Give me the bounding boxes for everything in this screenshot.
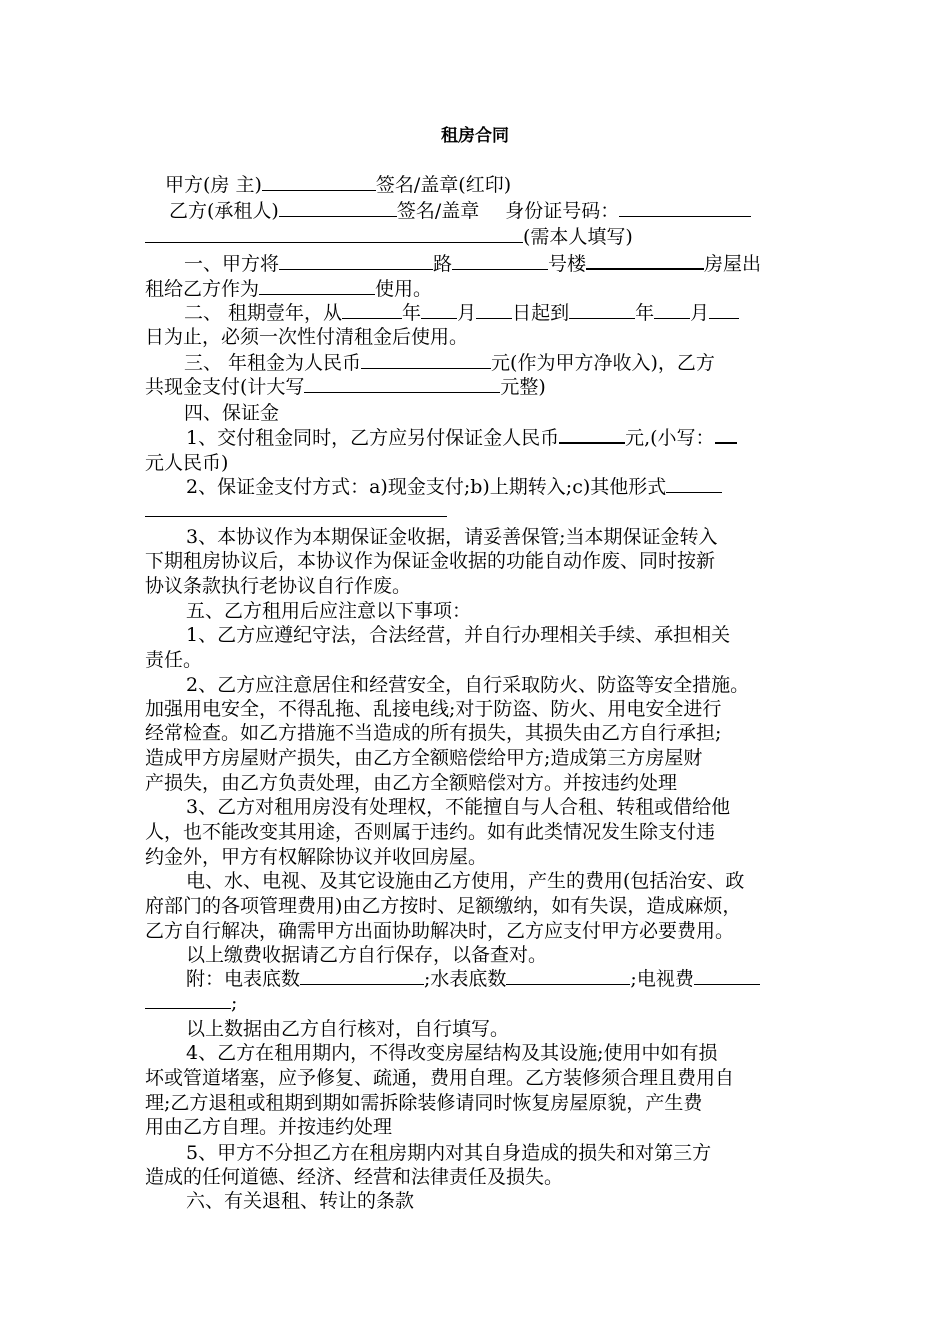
paragraph-line: [145, 720, 721, 746]
blank-field[interactable]: [361, 350, 491, 369]
text: 2、乙方应注意居住和经营安全，自行采取防火、防盗等安全措施。: [186, 674, 750, 696]
blank-field[interactable]: [666, 474, 722, 493]
text: 1、交付租金同时，乙方应另付保证金人民币: [186, 427, 560, 450]
text: 使用。: [375, 278, 433, 301]
party-a-label: 甲方(房 主): [165, 174, 262, 197]
text: 1、乙方应遵纪守法，合法经营，并自行办理相关手续、承担相关: [186, 624, 731, 646]
paragraph-line: [145, 276, 432, 302]
paragraph-line: [145, 548, 715, 574]
paragraph-line: [145, 324, 468, 350]
blank-field[interactable]: [694, 966, 760, 985]
paragraph-line: [186, 868, 744, 894]
text: 5、甲方不分担乙方在租房期内对其自身造成的损失和对第三方: [186, 1142, 712, 1164]
paragraph-line: [145, 224, 633, 250]
text: 共现金支付(计大写: [145, 376, 305, 399]
section-heading: [186, 598, 471, 624]
blank-field[interactable]: [262, 172, 376, 191]
paragraph-line: [186, 622, 730, 648]
paragraph-line: [186, 424, 737, 450]
blank-field[interactable]: [559, 424, 625, 444]
blank-field[interactable]: [304, 374, 500, 393]
paragraph-line: [145, 1164, 563, 1190]
blank-field[interactable]: [654, 300, 690, 319]
text: 3、乙方对租用房没有处理权，不能擅自与人合租、转租或借给他: [186, 796, 731, 818]
paragraph-line: [145, 696, 721, 722]
paragraph-line: [145, 374, 546, 400]
text: 路: [433, 253, 453, 276]
blank-field[interactable]: [586, 250, 704, 270]
text: 日为止，必须一次性付清租金后使用。: [145, 326, 469, 348]
text: 以上数据由乙方自行核对，自行填写。: [186, 1018, 510, 1040]
text: 2、保证金支付方式：a)现金支付;b)上期转入;c)其他形式: [186, 476, 667, 499]
text: 一、甲方将: [184, 253, 280, 276]
text: 二、 租期壹年，从: [184, 302, 343, 325]
text: 月: [457, 302, 477, 325]
paragraph-line: [145, 647, 202, 673]
paragraph-line: [145, 573, 411, 599]
paragraph-line: [145, 844, 487, 870]
clause-3-line: [184, 350, 715, 376]
text: ;: [231, 992, 238, 1015]
text: 号楼: [548, 253, 587, 276]
text: 加强用电安全，不得乱拖、乱接电线;对于防盗、防火、用电安全进行: [145, 698, 722, 720]
note-text: (需本人填写): [523, 226, 633, 249]
text: ;水表底数: [424, 968, 507, 991]
meter-readings-line: [186, 966, 760, 992]
text: 三、 年租金为人民币: [184, 352, 362, 375]
party-b-line: [169, 198, 751, 224]
text: 约金外，甲方有权解除协议并收回房屋。: [145, 846, 488, 868]
blank-field[interactable]: [342, 300, 402, 319]
text: 4、乙方在租用期内，不得改变房屋结构及其设施;使用中如有损: [186, 1042, 718, 1064]
section-heading: [186, 1188, 414, 1214]
paragraph-line: [145, 1114, 392, 1140]
id-number-label: 身份证号码：: [505, 200, 620, 223]
blank-field[interactable]: [145, 224, 523, 243]
text: 租给乙方作为: [145, 278, 260, 301]
text: 年: [635, 302, 655, 325]
text: 下期租房协议后，本协议作为保证金收据的功能自动作废、同时按新: [145, 550, 716, 572]
blank-field[interactable]: [569, 300, 635, 319]
blank-field[interactable]: [476, 300, 512, 319]
blank-field[interactable]: [145, 990, 231, 1009]
text: 元(作为甲方净收入)，乙方: [491, 352, 715, 375]
blank-field[interactable]: [259, 276, 375, 295]
blank-field[interactable]: [619, 198, 751, 217]
blank-field[interactable]: [452, 251, 548, 270]
blank-field[interactable]: [421, 300, 457, 319]
party-b-sign-label: 签名/盖章: [396, 200, 480, 223]
text: 责任。: [145, 649, 203, 671]
text: 五、乙方租用后应注意以下事项：: [186, 600, 472, 622]
paragraph-line: [145, 893, 741, 919]
section-heading: [184, 400, 279, 426]
blank-field[interactable]: [279, 251, 433, 270]
paragraph-line: [145, 819, 715, 845]
text: 人，也不能改变其用途，否则属于违约。如有此类情况发生除支付违: [145, 821, 716, 843]
text: 年: [402, 302, 422, 325]
text: 附：电表底数: [186, 968, 301, 991]
paragraph-line: [145, 1090, 702, 1116]
blank-field[interactable]: [709, 300, 739, 319]
text: 造成的任何道德、经济、经营和法律责任及损失。: [145, 1166, 564, 1188]
paragraph-line: [186, 474, 722, 500]
text: 六、有关退租、转让的条款: [186, 1190, 415, 1212]
text: 房屋出: [704, 253, 762, 276]
text: 电、水、电视、及其它设施由乙方使用，产生的费用(包括治安、政: [186, 870, 745, 892]
text: 元人民币): [145, 452, 229, 474]
party-a-sign-label: 签名/盖章(红印): [375, 174, 512, 197]
blank-field[interactable]: [279, 198, 397, 217]
document-title: 租房合同: [441, 126, 509, 146]
text: 日起到: [512, 302, 570, 325]
text: 产损失，由乙方负责处理，由乙方全额赔偿对方。并按违约处理: [145, 772, 678, 794]
text: 用由乙方自理。并按违约处理: [145, 1116, 393, 1138]
party-b-label: 乙方(承租人): [169, 200, 279, 223]
paragraph-line: [145, 498, 447, 524]
paragraph-line: [186, 672, 749, 698]
clause-1-line: [184, 250, 761, 276]
text: 经常检查。如乙方措施不当造成的所有损失，其损失由乙方自行承担;: [145, 722, 722, 744]
text: 坏或管道堵塞，应予修复、疏通，费用自理。乙方装修须合理且费用自: [145, 1067, 735, 1089]
clause-2-line: [184, 300, 739, 326]
paragraph-line: [145, 450, 228, 476]
paragraph-line: [145, 1065, 734, 1091]
text: 府部门的各项管理费用)由乙方按时、足额缴纳，如有失误，造成麻烦，: [145, 895, 742, 917]
paragraph-line: [186, 524, 718, 550]
party-a-line: [165, 172, 511, 198]
text: 乙方自行解决，确需甲方出面协助解决时，乙方应支付甲方必要费用。: [145, 920, 735, 942]
paragraph-line: [145, 770, 677, 796]
text: 3、本协议作为本期保证金收据，请妥善保管;当本期保证金转入: [186, 526, 718, 548]
paragraph-line: [145, 918, 734, 944]
text: 月: [690, 302, 710, 325]
blank-field[interactable]: [506, 966, 630, 985]
paragraph-line: [145, 745, 702, 771]
blank-field[interactable]: [300, 966, 424, 985]
text: 元整): [500, 376, 546, 399]
text: 造成甲方房屋财产损失，由乙方全额赔偿给甲方;造成第三方房屋财: [145, 747, 703, 769]
paragraph-line: [186, 942, 547, 968]
paragraph-line: [145, 990, 237, 1016]
text: 理;乙方退租或租期到期如需拆除装修请同时恢复房屋原貌，产生费: [145, 1092, 703, 1114]
paragraph-line: [186, 794, 730, 820]
text: 以上缴费收据请乙方自行保存，以备查对。: [186, 944, 548, 966]
blank-field[interactable]: [145, 498, 447, 517]
paragraph-line: [186, 1140, 711, 1166]
text: ;电视费: [630, 968, 694, 991]
text: 四、保证金: [184, 402, 280, 424]
paragraph-line: [186, 1016, 509, 1042]
blank-field[interactable]: [715, 424, 737, 444]
text: 元,(小写：: [625, 427, 715, 450]
paragraph-line: [186, 1040, 718, 1066]
text: 协议条款执行老协议自行作废。: [145, 575, 412, 597]
